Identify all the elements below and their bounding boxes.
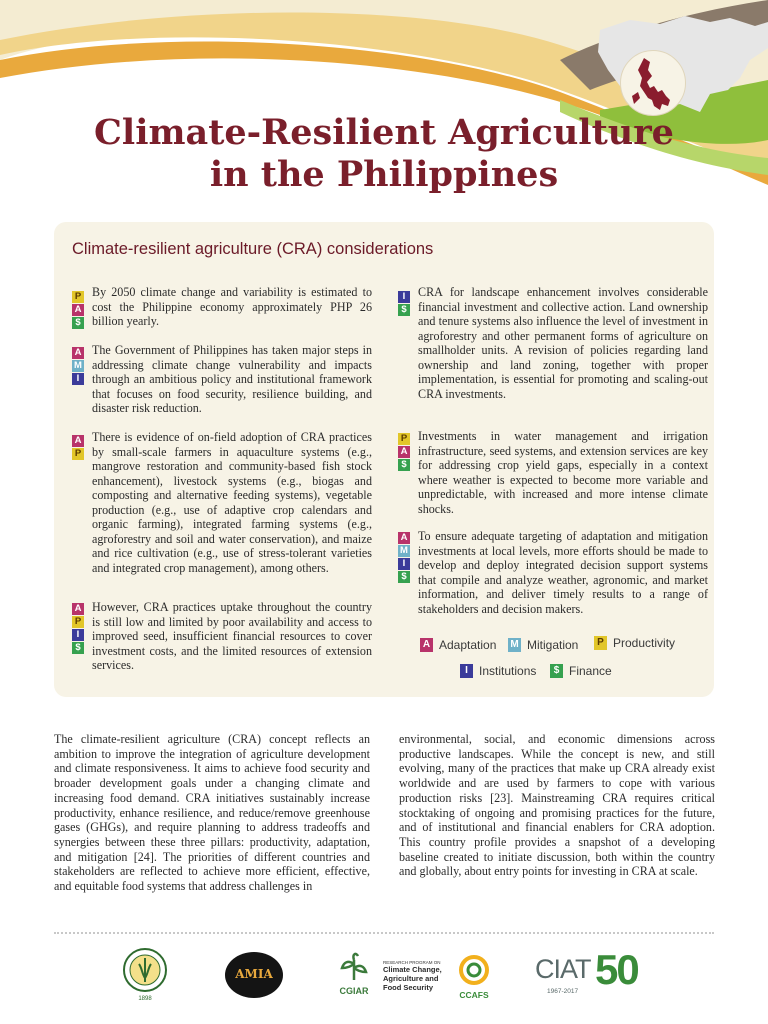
tag-institutions: I — [398, 291, 410, 303]
tag-institutions: I — [398, 558, 410, 570]
philippines-map-icon — [630, 56, 676, 112]
tag-productivity: P — [398, 433, 410, 445]
legend-label-adaptation: Adaptation — [439, 638, 497, 652]
page-title — [0, 112, 768, 196]
ciat-50-mark: 50 — [595, 946, 638, 993]
cgiar-logo — [334, 950, 374, 1000]
ccafs-title-line-1: Climate Change, — [383, 965, 442, 974]
footer-divider — [54, 932, 714, 934]
tag-finance: $ — [398, 459, 410, 471]
tag-mitigation: M — [398, 545, 410, 557]
tag-adaptation: A — [72, 603, 84, 615]
legend-label-mitigation: Mitigation — [527, 638, 579, 652]
amia-logo-text: AMIA — [235, 967, 273, 981]
tag-mitigation: M — [72, 360, 84, 372]
tag-finance: $ — [398, 304, 410, 316]
cgiar-logo-text: CGIAR — [339, 986, 369, 996]
tag-adaptation: A — [72, 304, 84, 316]
legend-key-productivity: P — [594, 636, 607, 650]
tag-productivity: P — [72, 616, 84, 628]
da-seal-icon — [120, 948, 170, 992]
tag-finance: $ — [72, 317, 84, 329]
tag-institutions: I — [72, 373, 84, 385]
tag-finance: $ — [72, 642, 84, 654]
intro-column-1: The climate-resilient agriculture (CRA) concept reflects an ambition to improve the integration of agriculture development and climate responsiveness. It aims to achieve food security and broader development goals under a changing climate and increasing food demand. CRA initiatives sustainably increase productivity, enhance resilience, and reduce/remove greenhouse gases (GHGs), and require planning to address tradeoffs and synergies between these three pillars: productivity, adaptation, and mitigation [24]. The priorities of different countries and stakeholders are reflected to achieve more efficient, effective, and equitable food systems that address challenges in — [54, 732, 370, 894]
legend-key-mitigation: M — [508, 638, 521, 652]
ccafs-swirl-icon — [456, 954, 492, 986]
ccafs-logo — [456, 954, 492, 1000]
research-program-label: RESEARCH PROGRAM ON — [383, 960, 441, 965]
tag-adaptation: A — [72, 435, 84, 447]
legend-label-institutions: Institutions — [479, 664, 537, 678]
legend-key-adaptation: A — [420, 638, 433, 652]
ciat-50-logo — [535, 948, 650, 1002]
ccafs-title-line-3: Food Security — [383, 983, 434, 992]
consideration-text: Investments in water management and irrigation infrastructure, seed systems, and extension services are key for addressing crop yield gaps, especially in a context where weather is expected to become more variable and unpredictable, with increased and more intense climate shocks. — [418, 429, 708, 516]
consideration-text: To ensure adequate targeting of adaptation and mitigation investments at local levels, more efforts should be made to develop and deploy integrated decision support systems that compile and analyze weather, agronomic, and market information, and deliver timely results to a range of stakeholders and decision makers. — [418, 529, 708, 616]
tag-adaptation: A — [72, 347, 84, 359]
tag-finance: $ — [398, 571, 410, 583]
consideration-text: CRA for landscape enhancement involves considerable financial investment and collective action. Land ownership and tenure systems also influence the level of investment in agroforestry and other permanent forms of agriculture on smallholder units. A revision of policies regarding land ownership and land zoning, together with proper implementation, is essential for promoting and scaling-out CRA investments. — [418, 285, 708, 401]
title-line-1: Climate-Resilient Agriculture — [94, 112, 674, 153]
legend-key-finance: $ — [550, 664, 563, 678]
cgiar-plant-icon — [334, 950, 374, 982]
amia-logo — [225, 952, 283, 998]
tag-productivity: P — [72, 448, 84, 460]
legend-label-productivity: Productivity — [613, 636, 676, 650]
da-year-text: 1898 — [138, 996, 152, 1002]
consideration-text: By 2050 climate change and variability is estimated to cost the Philippine economy approximately PHP 26 billion yearly. — [92, 285, 372, 328]
legend-key-institutions: I — [460, 664, 473, 678]
consideration-text: There is evidence of on-field adoption of CRA practices by small-scale farmers in aquaculture systems (e.g., mangrove restoration and community-based fish stock enhancement), livestock systems (e.g., biogas and composting and alternative feeding systems), vegetable production (e.g., use of adaptive crop calendars and organic farming), integrated farming systems (e.g., agroforestry and soil and water conservation), and maize and rice cultivation (e.g., use of stress-tolerant varieties and integrated crop management), among others. — [92, 430, 372, 575]
cra-considerations-panel — [54, 222, 714, 697]
department-of-agriculture-logo — [120, 948, 170, 1000]
panel-title: Climate-resilient agriculture (CRA) considerations — [72, 240, 434, 258]
intro-column-2: environmental, social, and economic dimensions across productive landscapes. While the concept is new, and still evolving, many of the practices that make up CRA already exist worldwide and are used by farmers to cope with various production risks [23]. Mainstreaming CRA requires critical stocktaking of ongoing and promising practices for the future, and of institutional and financial enablers for CRA adoption. This country profile provides a snapshot of a developing baseline created to initiate discussion, both within the country and globally, about entry points for investing in CRA at scale. — [399, 732, 715, 879]
tag-institutions: I — [72, 629, 84, 641]
ccafs-logo-text: CCAFS — [459, 990, 489, 1000]
ccafs-title-line-2: Agriculture and — [383, 974, 439, 983]
ciat-years: 1967-2017 — [547, 988, 579, 995]
ccafs-program-text — [383, 960, 455, 1000]
tag-productivity: P — [72, 291, 84, 303]
consideration-text: However, CRA practices uptake throughout the country is still low and limited by poor availability and access to improved seed, insufficient financial resources to cover investment costs, and the limited resources of extension services. — [92, 600, 372, 672]
tag-adaptation: A — [398, 446, 410, 458]
title-line-2: in the Philippines — [209, 154, 559, 195]
pillar-legend — [420, 636, 710, 686]
consideration-text: The Government of Philippines has taken major steps in addressing climate change vulnerability and impacts through an ambitious policy and institutional framework that focuses on food security, resilience building, and disaster risk reduction. — [92, 343, 372, 415]
tag-adaptation: A — [398, 532, 410, 544]
ciat-wordmark: CIAT — [535, 954, 591, 984]
legend-label-finance: Finance — [569, 664, 612, 678]
